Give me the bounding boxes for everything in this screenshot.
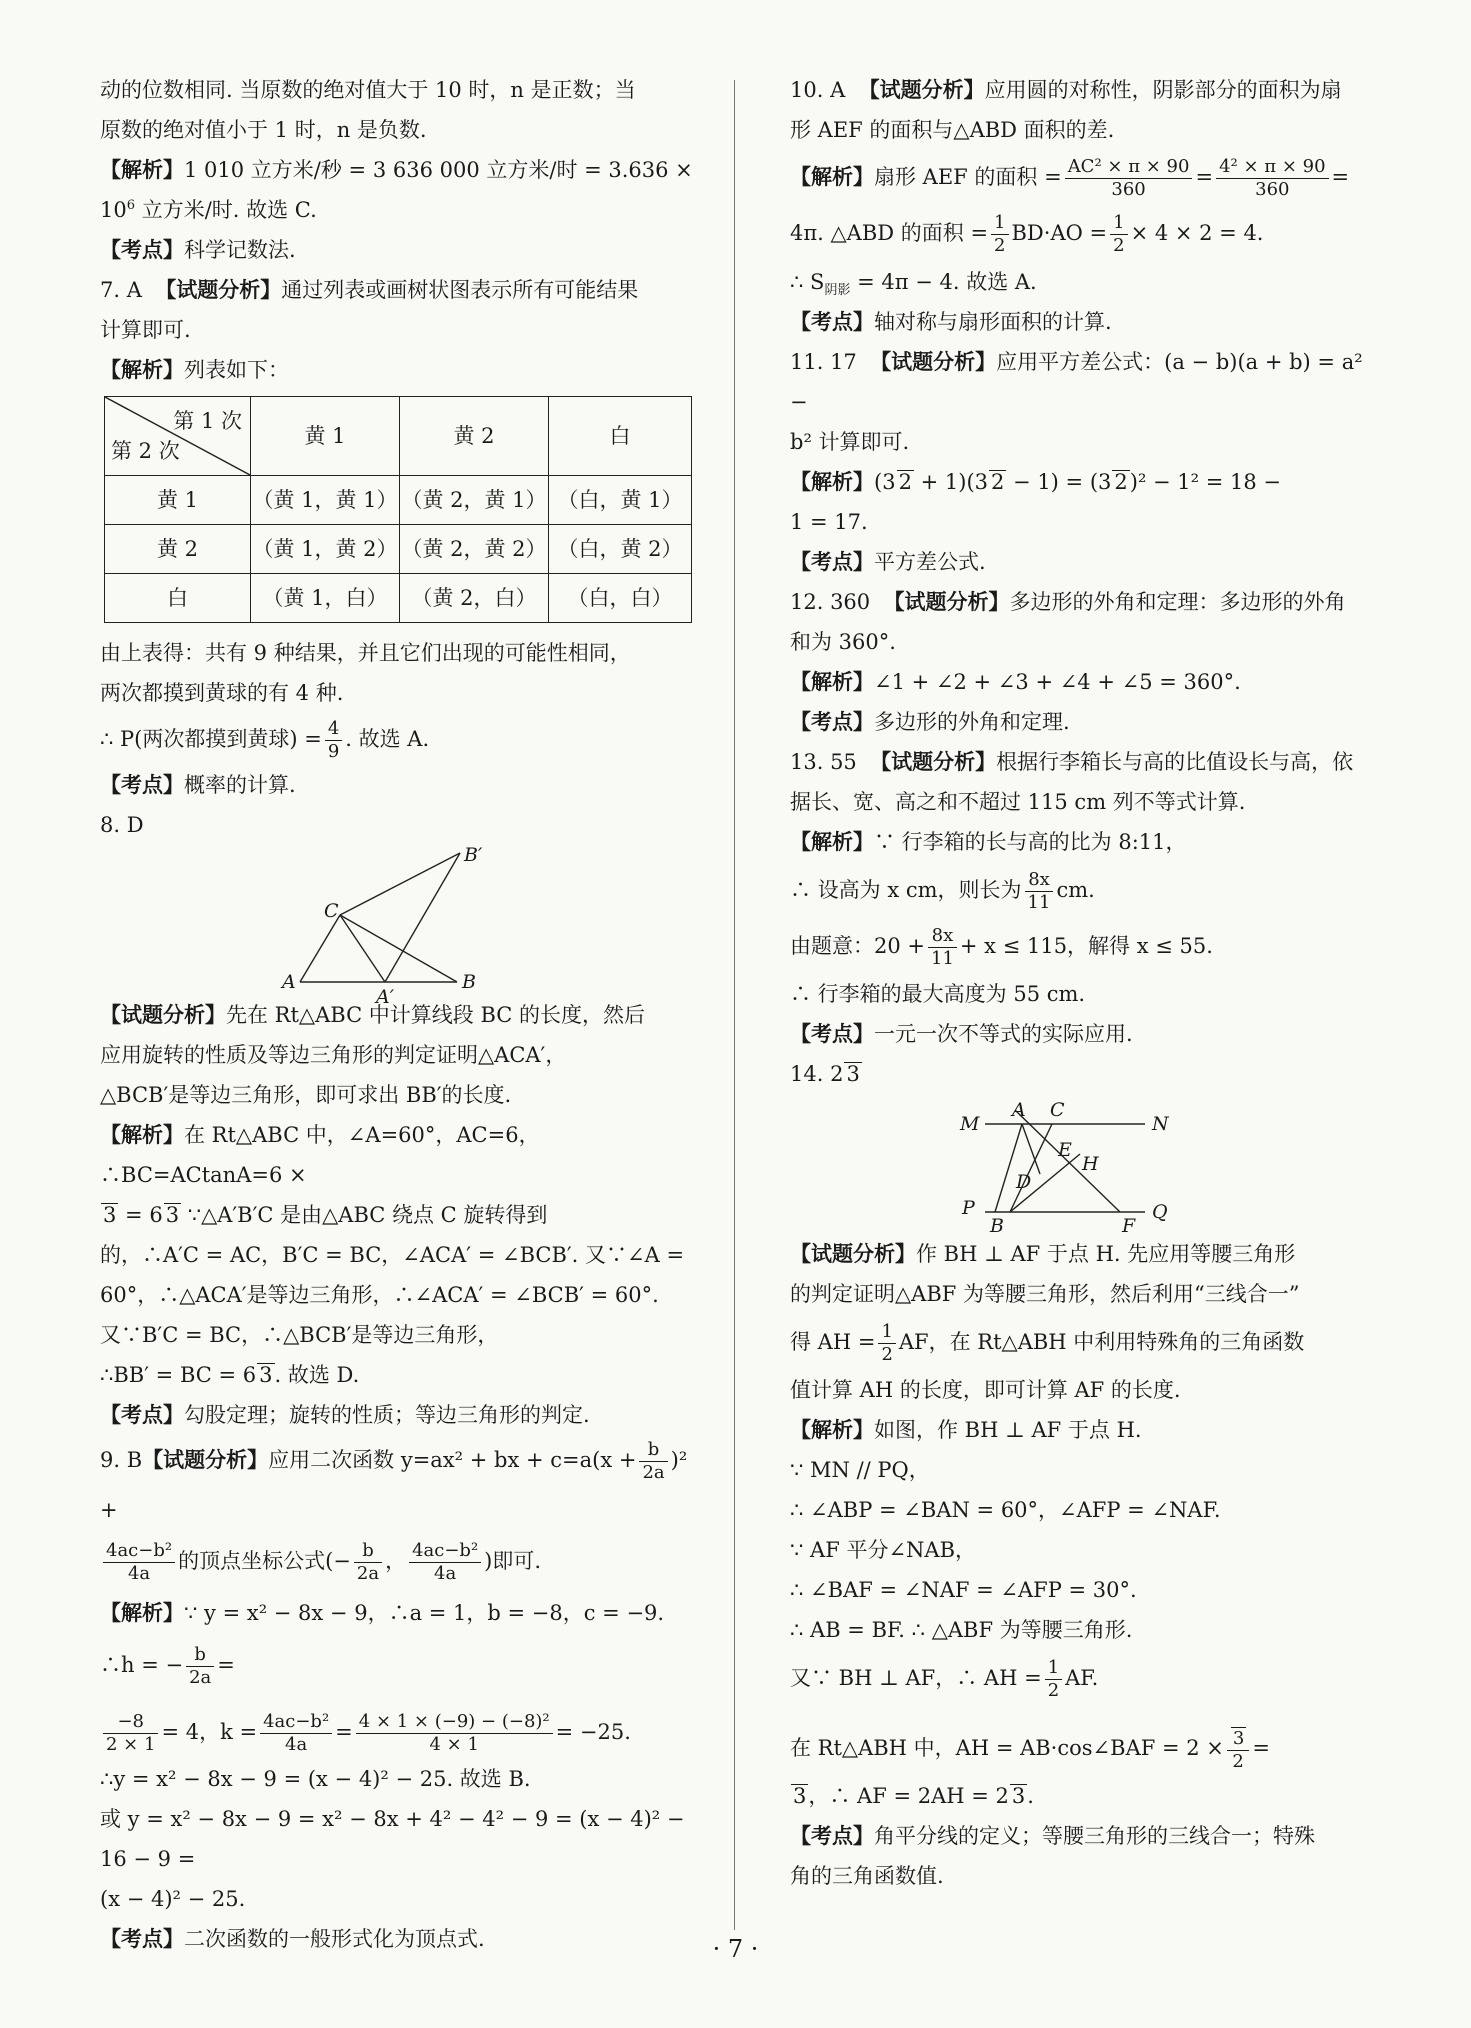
q8-solution-cont: 3 = 6 3 ∵△A′B′C 是由△ABC 绕点 C 旋转得到 xyxy=(103,1203,548,1227)
q10-solution: 【解析】扇形 AEF 的面积 = $\frac{\text{AC² × π × 90}}{360}$ = $\frac{\text{4² × π × 90}}{360}$ = xyxy=(790,156,1350,200)
label-C: C xyxy=(1050,1099,1065,1121)
q8-solution: 【解析】在 Rt△ABC 中，∠A=60°，AC=6，∴BC=ACtanA=6 × xyxy=(100,1123,540,1187)
q14-solution-cont: 又∵ BH ⊥ AF，∴ AH = $\frac{1}{2}$ AF. xyxy=(790,1657,1099,1701)
q14-solution-cont: ∴ AB = BF. ∴ △ABF 为等腰三角形. xyxy=(790,1618,1133,1642)
key-label: 【考点】 xyxy=(100,238,184,262)
q14-analysis-cont: 得 AH = $\frac{1}{2}$ AF，在 Rt△ABH 中利用特殊角的三角函数 xyxy=(790,1321,1305,1365)
q14-answer: 14. 2 3 xyxy=(790,1062,860,1086)
q12-solution: 【解析】∠1 + ∠2 + ∠3 + ∠4 + ∠5 = 360°. xyxy=(790,670,1241,694)
table-cell: （黄 2，黄 2） xyxy=(400,525,549,574)
table-corner-cell xyxy=(105,397,251,476)
q11-solution-cont: 1 = 17. xyxy=(790,510,868,534)
label-E: E xyxy=(1058,1139,1072,1161)
figure-q8-triangle xyxy=(100,844,700,1008)
col-header: 黄 1 xyxy=(251,397,400,476)
col-header: 白 xyxy=(549,397,692,476)
corner-top-label: 第 1 次 xyxy=(173,409,242,433)
q8-analysis-cont: 应用旋转的性质及等边三角形的判定证明△ACA′， xyxy=(100,1043,567,1067)
table-cell: （黄 1，黄 2） xyxy=(251,525,400,574)
q10-solution-cont: 4π. △ABD 的面积 = $\frac{1}{2}$ BD·AO = $\frac{1}{2}$ × 4 × 2 = 4. xyxy=(790,212,1264,256)
table-cell: （白，白） xyxy=(549,574,692,623)
q10-solution-cont: ∴ $S_{阴影} = 4\pi - 4$. 故选 A. xyxy=(790,270,1037,299)
q11-analysis-cont: b² 计算即可. xyxy=(790,430,910,454)
label-P: P xyxy=(962,1197,975,1219)
corner-bottom-label: 第 2 次 xyxy=(111,439,180,463)
q14-key-cont: 角的三角函数值. xyxy=(790,1864,944,1888)
q9-key: 【考点】二次函数的一般形式化为顶点式. xyxy=(100,1927,485,1951)
table-cell: （白，黄 2） xyxy=(549,525,692,574)
table-row xyxy=(105,525,692,574)
label-M: M xyxy=(960,1113,980,1135)
q14-key: 【考点】角平分线的定义；等腰三角形的三线合一；特殊 xyxy=(790,1824,1315,1848)
q7-analysis: 7. A 【试题分析】通过列表或画树状图表示所有可能结果 xyxy=(100,278,639,302)
page-number: · 7 · xyxy=(712,1935,759,1963)
q6-solution: 【解析】1 010 立方米/秒 = 3 636 000 立方米/时 = 3.636 × xyxy=(100,158,693,182)
q9-analysis-cont: $\frac{\text{4ac−b²}}{4a}$ 的顶点坐标公式(− $\frac{b}{2a}$ ， $\frac{\text{4ac−b²}}{4a}$ )即可. xyxy=(100,1535,700,1587)
q14-solution-cont: ∵ AF 平分∠NAB， xyxy=(790,1538,977,1562)
q7-text-1: 由上表得：共有 9 种结果，并且它们出现的可能性相同， xyxy=(100,641,631,665)
label-Q: Q xyxy=(1152,1201,1168,1223)
q10-key: 【考点】轴对称与扇形面积的计算. xyxy=(790,310,1112,334)
q7-probability: ∴ P(两次都摸到黄球) = $\frac{4}{9}$ . 故选 A. xyxy=(100,718,430,762)
q11-solution: 【解析】(3 2 + 1)(3 2 − 1) = (3 2)² − 1² = 18 − xyxy=(790,470,1282,494)
q8-analysis-cont: △BCB′是等边三角形，即可求出 BB′的长度. xyxy=(100,1083,512,1107)
table-row xyxy=(105,574,692,623)
label-A: A xyxy=(1012,1099,1026,1121)
q8-key: 【考点】勾股定理；旋转的性质；等边三角形的判定. xyxy=(100,1403,590,1427)
left-column xyxy=(100,70,700,1959)
q13-analysis: 13. 55 【试题分析】根据行李箱长与高的比值设长与高，依 xyxy=(790,750,1354,774)
q13-key: 【考点】一元一次不等式的实际应用. xyxy=(790,1022,1133,1046)
q7-solution: 【解析】列表如下： xyxy=(100,358,289,382)
solution-label: 【解析】 xyxy=(100,158,184,182)
q9-solution-cont: (x − 4)² − 25. xyxy=(100,1887,246,1911)
q9-solution-cont: 或 y = x² − 8x − 9 = x² − 8x + 4² − 4² − 9 = (x − 4)² − 16 − 9 = xyxy=(100,1807,685,1871)
q10-analysis: 10. A 【试题分析】应用圆的对称性，阴影部分的面积为扇 xyxy=(790,78,1342,102)
q7-key: 【考点】概率的计算. xyxy=(100,773,296,797)
q14-solution-cont: 3，∴ AF = 2AH = 2 3. xyxy=(793,1784,1034,1808)
label-D: D xyxy=(1016,1171,1032,1193)
q6-continuation-1: 动的位数相同. 当原数的绝对值大于 10 时，n 是正数；当 xyxy=(100,78,636,102)
label-A: A xyxy=(282,971,296,993)
col-header: 黄 2 xyxy=(400,397,549,476)
q7-text-2: 两次都摸到黄球的有 4 种. xyxy=(100,681,344,705)
table-cell: （黄 2，白） xyxy=(400,574,549,623)
label-C: C xyxy=(324,900,339,922)
q14-solution-cont: ∴ ∠ABP = ∠BAN = 60°，∠AFP = ∠NAF. xyxy=(790,1498,1221,1522)
q14-analysis-cont: 值计算 AH 的长度，即可计算 AF 的长度. xyxy=(790,1378,1181,1402)
label-N: N xyxy=(1152,1113,1169,1135)
label-F: F xyxy=(1122,1215,1136,1237)
q11-key: 【考点】平方差公式. xyxy=(790,550,986,574)
column-divider xyxy=(734,80,735,1930)
q9-solution: 【解析】∵ y = x² − 8x − 9，∴a = 1，b = −8，c = −9. ∴h = − $\frac{b}{2a}$ = xyxy=(100,1601,665,1688)
q6-key: 【考点】科学记数法. xyxy=(100,238,296,262)
row-header: 黄 1 xyxy=(105,476,251,525)
q9-solution-cont: $\frac{-8}{2 \times 1}$ = 4，k = $\frac{\text{4ac−b²}}{4a}$ = $\frac{\text{4 × 1 × (−9) − (−8)²}}{4 \times 1}$ = −25. xyxy=(100,1705,700,1759)
q12-analysis-cont: 和为 360°. xyxy=(790,630,896,654)
q6-solution-cont: $10^6$ 立方米/时. 故选 C. xyxy=(100,198,317,222)
q8-analysis: 【试题分析】先在 Rt△ABC 中计算线段 BC 的长度，然后 xyxy=(100,1003,646,1027)
table-cell: （黄 1，黄 1） xyxy=(251,476,400,525)
row-header: 白 xyxy=(105,574,251,623)
q13-analysis-cont: 据长、宽、高之和不超过 115 cm 列不等式计算. xyxy=(790,790,1246,814)
q10-analysis-cont: 形 AEF 的面积与△ABD 面积的差. xyxy=(790,118,1115,142)
q13-solution-cont: 由题意：20 + $\frac{8x}{11}$ + x ≤ 115，解得 x ≤ 55. xyxy=(790,925,1213,969)
q13-solution: 【解析】∵ 行李箱的长与高的比为 8:11， xyxy=(790,830,1187,854)
q8-solution-cont: 又∵B′C = BC，∴△BCB′是等边三角形， xyxy=(100,1323,499,1347)
label-A-prime: A′ xyxy=(376,986,395,1008)
q13-solution-cont: ∴ 行李箱的最大高度为 55 cm. xyxy=(790,982,1086,1006)
q8-answer: 8. D xyxy=(100,813,144,837)
label-B-prime: B′ xyxy=(464,844,483,866)
q12-key: 【考点】多边形的外角和定理. xyxy=(790,710,1070,734)
right-column xyxy=(790,70,1380,1896)
q8-solution-cont: ∴BB′ = BC = 6 3. 故选 D. xyxy=(100,1363,360,1387)
q13-solution-cont: ∴ 设高为 x cm，则长为 $\frac{8x}{11}$ cm. xyxy=(790,869,1095,913)
table-cell: （黄 1，白） xyxy=(251,574,400,623)
q14-solution-cont: ∴ ∠BAF = ∠NAF = ∠AFP = 30°. xyxy=(790,1578,1137,1602)
row-header: 黄 2 xyxy=(105,525,251,574)
q7-analysis-cont: 计算即可. xyxy=(100,318,191,342)
q14-solution-cont: ∵ MN // PQ， xyxy=(790,1458,930,1482)
q11-analysis: 11. 17 【试题分析】应用平方差公式：(a − b)(a + b) = a² − xyxy=(790,350,1363,414)
q6-continuation-2: 原数的绝对值小于 1 时，n 是负数. xyxy=(100,118,427,142)
q8-solution-cont: 60°，∴△ACA′是等边三角形，∴∠ACA′ = ∠BCB′ = 60°. xyxy=(100,1283,659,1307)
label-B: B xyxy=(462,971,476,993)
q9-solution-cont: ∴y = x² − 8x − 9 = (x − 4)² − 25. 故选 B. xyxy=(100,1767,531,1791)
q14-solution: 【解析】如图，作 BH ⊥ AF 于点 H. xyxy=(790,1418,1142,1442)
q8-solution-cont: 的，∴A′C = AC，B′C = BC，∠ACA′ = ∠BCB′. 又∵∠A = xyxy=(100,1243,685,1267)
label-B: B xyxy=(990,1215,1004,1237)
q9-analysis: 9. B【试题分析】应用二次函数 y=ax² + bx + c=a(x + $\frac{b}{2a}$ )² + xyxy=(100,1439,688,1522)
table-cell: （白，黄 1） xyxy=(549,476,692,525)
q14-analysis-cont: 的判定证明△ABF 为等腰三角形，然后利用“三线合一” xyxy=(790,1282,1300,1306)
q12-analysis: 12. 360 【试题分析】多边形的外角和定理：多边形的外角 xyxy=(790,590,1346,614)
q14-solution-cont: 在 Rt△ABH 中，AH = AB·cos∠BAF = 2 × $\frac{3}{2}$ = xyxy=(790,1727,1270,1772)
probability-table xyxy=(104,396,692,623)
figure-q14-parallel-lines xyxy=(790,1094,1380,1237)
table-cell: （黄 2，黄 1） xyxy=(400,476,549,525)
q14-analysis: 【试题分析】作 BH ⊥ AF 于点 H. 先应用等腰三角形 xyxy=(790,1242,1296,1266)
label-H: H xyxy=(1082,1153,1099,1175)
table-row xyxy=(105,476,692,525)
